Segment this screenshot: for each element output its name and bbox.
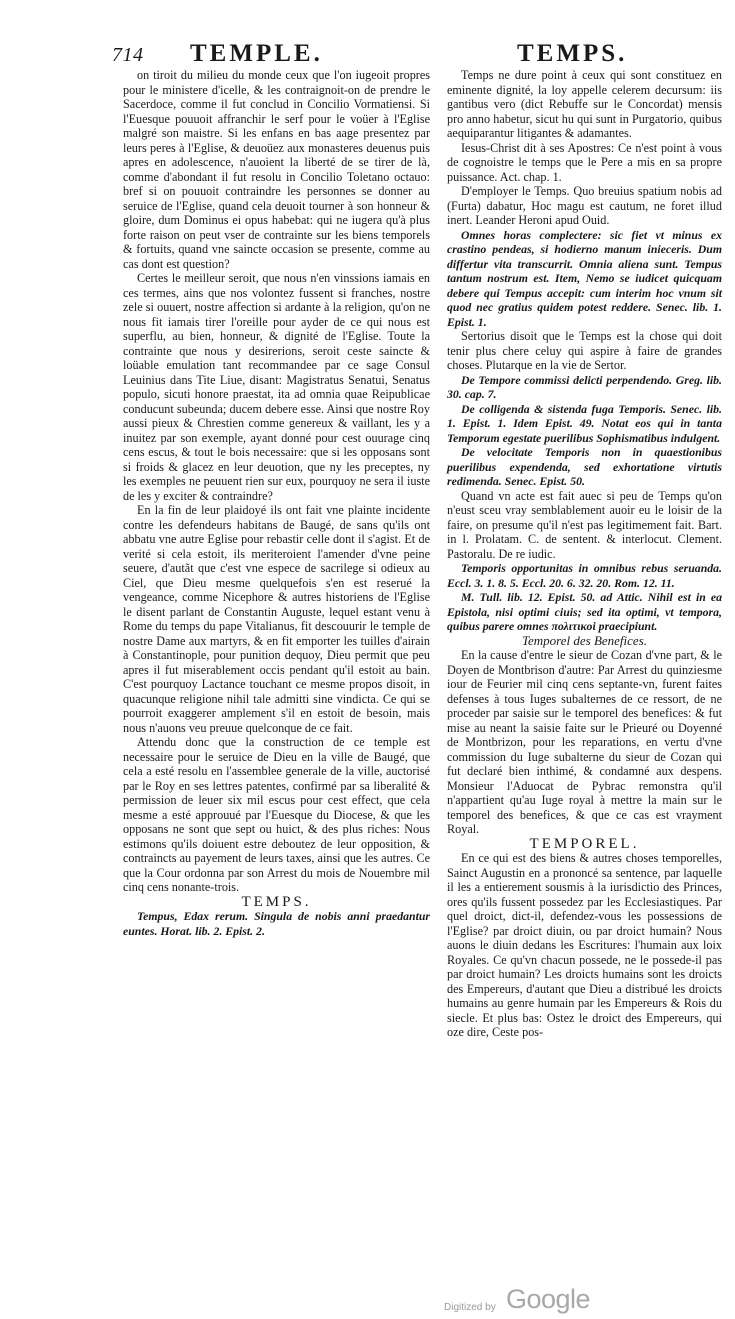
right-paragraph-7: De colligenda & sistenda fuga Temporis. Senec. lib. 1. Epist. 1. Idem Epist. 49. Notat eos qui in tanta Temporum egestate puerilibus Sophismatibus indulgent. [447, 401, 722, 445]
section-heading-temps: TEMPS. [241, 893, 312, 910]
temporel-paragraph: En ce qui est des biens & autres choses temporelles, Sainct Augustin en a prononcé sa sentence, par laquelle il les a entierement sousmis à la iurisdictio des Princes, ores qu'ils fussent possedez par les Ecclesiastiques. Par quel droict, dict-il, defendez-vous les possessions de l'Eglise? par droict diuin, ou par droict humain? Nous auons le diuin dedans les Escritures: l'humain aux loix Royales. Ce qu'vn chacun possede, ne le possede-il pas par droict humain? Les droicts humains sont les droicts des Empereurs, d'autant que Dieu a distribué les droicts humains au genre humain par les Empereurs & Rois du siecle. Et plus bas: Ostez le droict des Empereurs, qui oze dire, Ceste pos- [447, 851, 722, 1039]
running-header [112, 40, 722, 70]
right-paragraph-6: De Tempore commissi delicti perpendendo. Greg. lib. 30. cap. 7. [447, 372, 722, 401]
left-paragraph-3: En la fin de leur plaidoyé ils ont fait vne plainte incidente contre les defendeurs habitans de Baugé, de sans qu'ils ont abbatu vne autre Eglise pour rebastir celle dont il s'agist. Et de verité si cela estoit, ils meriteroient l'amender d'vne peine seuere, d'autãt que c'est vne espece de sacrilege si odieux au Ciel, que Dieu mesme quelquefois s'en est reserué la vengeance, comme Nicephore & autres historiens de l'Eglise le disent parlant de Constantin Auguste, lequel estant venu à Rome du temps du pape Vitalianus, fit descouurir le temple de nostre Dame aux martyrs, & en fit emporter les tuilles d'airain à Constantinople, pour punition dequoy, Dieu permit que peu apres il fut miserablement occis pendant qu'il estoit au bain. C'est pourquoy Lactance touchant ce mesme propos disoit, in quacunque religione nihil tale admitti sine vindicta. Ce qui se pourroit exaggerer amplement s'il en estoit de besoin, mais nous n'auons veu preuue quelconque de ce fait. [123, 503, 430, 735]
right-paragraph-1: Temps ne dure point à ceux qui sont constituez en eminente dignité, la loy appelle celerem decursum: iis gantibus vero (dict Rebuffe sur le Concordat) mensis pro anno habetur, sicut hu qui sunt in Purgatorio, quibus aequiparantur litigantes & adamantes. [447, 68, 722, 140]
right-paragraph-2: Iesus-Christ dit à ses Apostres: Ce n'est point à vous de cognoistre le temps que le Pere a mis en sa propre puissance. Act. chap. 1. [447, 140, 722, 184]
right-paragraph-11: M. Tull. lib. 12. Epist. 50. ad Attic. Nihil est in ea Epistola, nisi optimi ciuis; sed ita optimi, vt tempora, quibus parere omnes πολιτικοὶ praecipiunt. [447, 590, 722, 633]
right-paragraph-9: Quand vn acte est fait auec si peu de Temps qu'on n'eust sceu vray semblablement auoir eu le loisir de la faire, on presume qu'il n'est pas legitimement fait. Bart. in l. Prolatam. C. de sentent. & interlocut. Clement. Pastoralu. De re iudic. [447, 488, 722, 561]
right-running-title: TEMPS. [517, 40, 628, 67]
right-paragraph-10: Temporis opportunitas in omnibus rebus seruanda. Eccl. 3. 1. 8. 5. Eccl. 20. 6. 32. 20. Rom. 12. 11. [447, 561, 722, 590]
google-logo: Google [506, 1284, 591, 1314]
right-paragraph-8: De velocitate Temporis non in quaestionibus puerilibus expendenda, sed exhortatione virtutis redimenda. Senec. Epist. 50. [447, 445, 722, 488]
left-paragraph-1: on tiroit du milieu du monde ceux que l'on iugeoit propres pour le ministere d'icelle, & les contraignoit-on de prendre le Sacerdoce, comme il fut conclud in Concilio Vormatiensi. Si l'Euesque pouuoit affranchir le serf pour le voüer à l'Eglise malgré son maistre. Si les enfans en bas aage presentez par leurs peres à l'Eglise, & deuoüez aux monasteres deuenus puis apres en adolescence, n'auoient la liberté de se tirer de là, comme d'abondant il fut resolu in Concilio Toletano octauo: bref si on pouuoit contraindre les personnes se donner au seruice de l'Eglise, quand cela deuoit tourner à son honneur & gloire, dum Dominus ei opus habebat: qui ne iugera qu'à plus forte raison on peut vser de contrainte sur les biens temporels & fortuits, quand vne saincte occasion se presente, comme au cas dont est question? [123, 68, 430, 271]
digitized-watermark [444, 1284, 614, 1318]
page-number: 714 [112, 44, 144, 66]
left-running-title: TEMPLE. [190, 40, 323, 67]
right-paragraph-4: Omnes horas complectere: sic fiet vt minus ex crastino pendeas, si hodierno manum inieceris. Dum differtur vita transcurrit. Omnia aliena sunt. Tempus tantum nostrum est. Item, Nemo se iudicet quicquam debere qui Tempus accepit: cum interim hoc vnum sit quod nec gratius quidem potest reddere. Senec. lib. 1. Epist. 1. [447, 227, 722, 329]
left-paragraph-2: Certes le meilleur seroit, que nous n'en vinssions iamais en ces termes, ains que nos volontez fussent si franches, nostre zele si ouuert, nostre affection si ardante à la religion, qu'on ne nous fit iamais tirer l'oreille pour ayder de ce qui nous est superflu, au bien, honneur, & dignité de l'Eglise. Toute la contrainte que nous y desirerions, seroit ceste saincte & loüable emulation tant recommandee par ce sage Consul Leuinius dans Tite Liue, disant: Magistratus Senatui, Senatus populo, sicuti honore praestat, ita ad omnia quae Reipublicae conducunt subeunda; ducem debere esse. Ainsi que nostre Roy aussi pieux & Chrestien comme genereux & vaillant, les y a inuitez par son exemple, ayant donné pour cest ouurage cinq cens escus, & tout le bois necessaire: que si les opposans sont si froids & glacez en leur deuotion, que ny les preceptes, ny les exemples ne peuuent rien sur eux, pourquoy ne sera il iuste de les y exciter & contraindre? [123, 271, 430, 503]
left-paragraph-4: Attendu donc que la construction de ce temple est necessaire pour le seruice de Dieu en la ville de Baugé, que cela a esté resolu en l'assemblee generale de la ville, auctorisé par le Roy en ses lettres patentes, confirmé par sa liberalité & permission de leuer six mil escus pour cest effect, que cela mesme a esté approuué par l'Euesque du Diocese, & que les opposans ne sont que sept ou huict, & des plus riches: Nous estimons qu'ils doiuent estre deboutez de leur opposition, & contraincts au payement de leurs taxes, ainsi que les autres. Ce que la Cour ordonna par son Arrest du mois de Nouembre mil cinq cens nonante-trois. [123, 735, 430, 894]
benefices-paragraph: En la cause d'entre le sieur de Cozan d'vne part, & le Doyen de Montbrison d'autre: Par Arrest du quinziesme iour de Feurier mil cinq cens septante-vn, furent faites defenses à tous Iuges subalternes de ce ressort, de ne proceder par saisie sur le temporel des benefices: & fut mise au neant la saisie faite sur le Prieuré ou Doyenné de Montbrizon, pour les reparations, en vertu d'vne commission du Iuge subalterne du sieur de Cozan qui fut declaré bien inthimé, & condamné aux despens. Monsieur l'Aduocat de Pybrac remonstra qu'il n'appartient qu'au Iuge royal à mettre la main sur le temporel des benefices, & que ce cas est vrayment Royal. [447, 648, 722, 836]
right-paragraph-5: Sertorius disoit que le Temps est la chose qui doit tenir plus chere celuy qui aspire à faire de grandes choses. Plutarque en la vie de Sertor. [447, 329, 722, 372]
watermark-prefix: Digitized by [444, 1302, 496, 1313]
temps-quote: Tempus, Edax rerum. Singula de nobis anni praedantur euntes. Horat. lib. 2. Epist. 2. [123, 909, 430, 938]
right-paragraph-3: D'employer le Temps. Quo breuius spatium nobis ad (Furta) dabatur, Hoc magu est cautum, ne foret illud inert. Leander Heroni apud Ouid. [447, 184, 722, 227]
right-column [447, 68, 722, 1040]
heading-temporel: TEMPOREL. [529, 835, 640, 852]
heading-temporel-benefices: Temporel des Benefices. [521, 632, 648, 648]
left-column [123, 68, 430, 938]
